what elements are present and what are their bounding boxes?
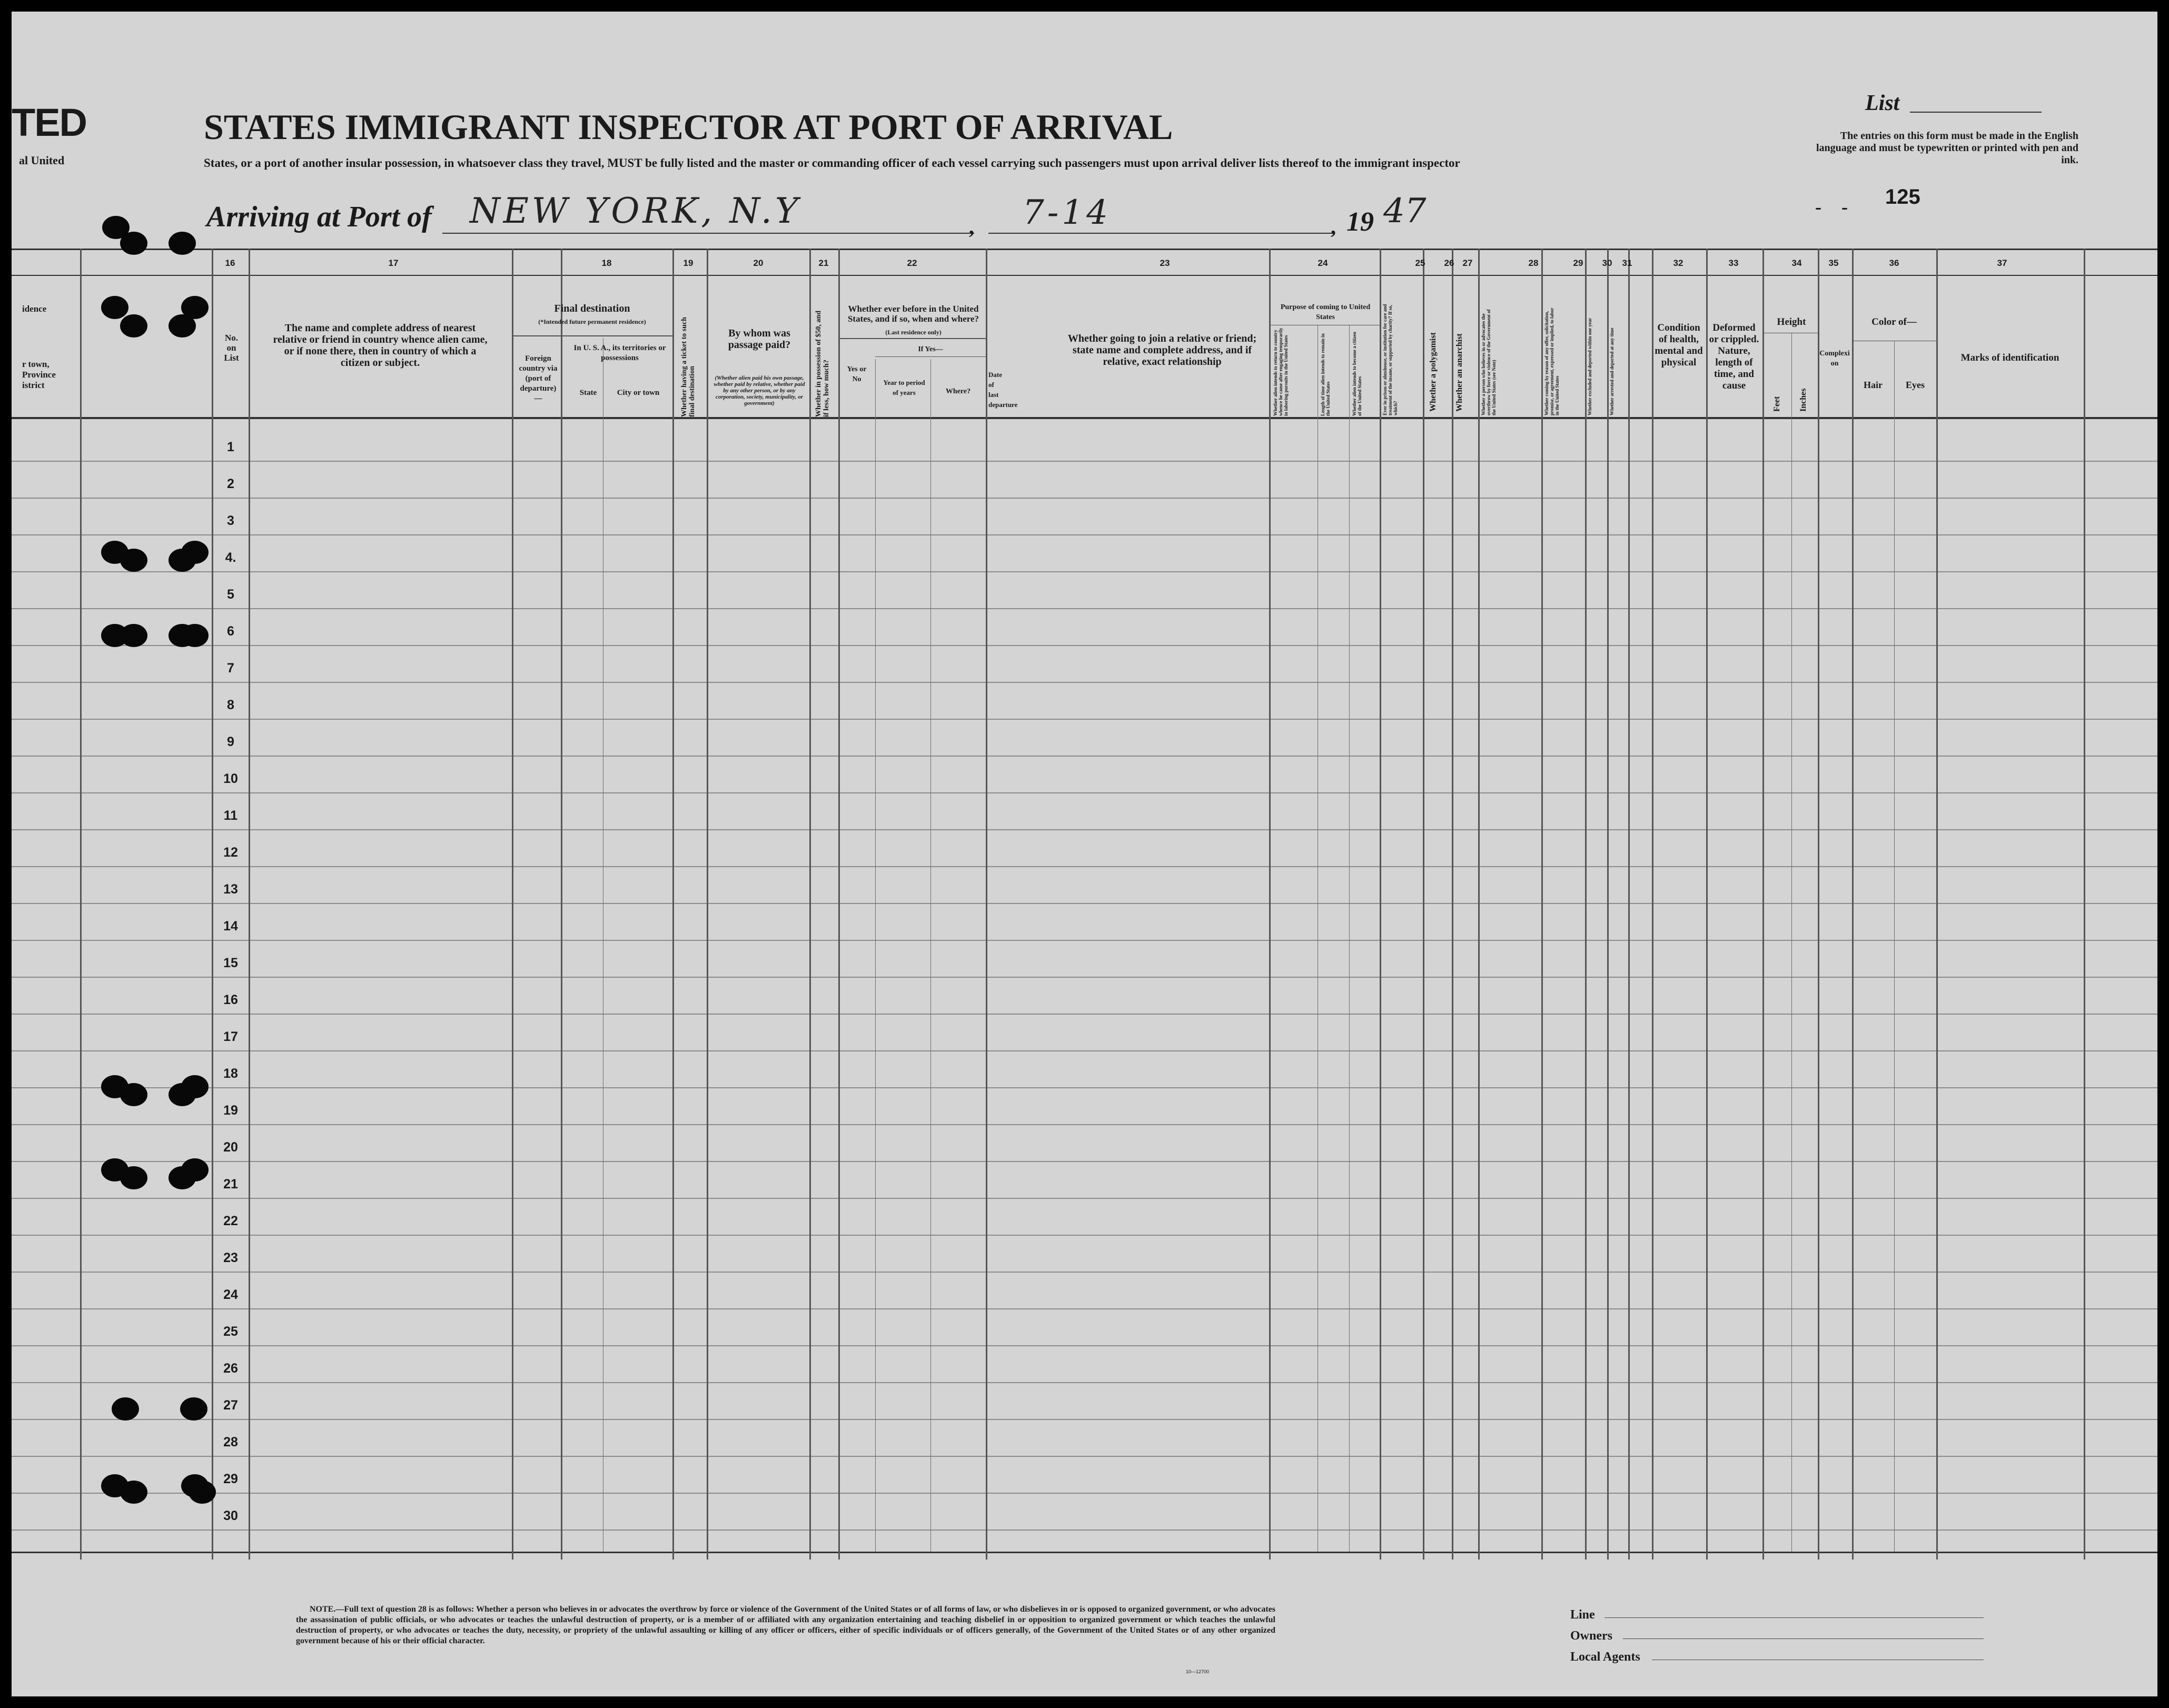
header-number-rule bbox=[12, 275, 2157, 276]
row-rule bbox=[12, 1345, 2157, 1346]
colnum-19: 19 bbox=[683, 258, 694, 268]
col16-header: No. on List bbox=[224, 333, 239, 363]
col-sep bbox=[986, 249, 987, 1560]
col-sep bbox=[1607, 249, 1609, 1560]
row-rule bbox=[12, 534, 2157, 535]
col-sep bbox=[512, 249, 513, 1560]
col-sep-thin bbox=[1349, 325, 1350, 1552]
col-sep bbox=[561, 249, 562, 1560]
col-sep bbox=[707, 249, 708, 1560]
row-number: 25 bbox=[223, 1324, 238, 1339]
row-number: 29 bbox=[223, 1472, 238, 1486]
list-underline bbox=[1910, 112, 2042, 113]
title-fragment-left: TED bbox=[12, 101, 86, 144]
row-rule bbox=[12, 571, 2157, 572]
margin-district: istrict bbox=[22, 380, 45, 390]
punch-hole bbox=[181, 624, 209, 647]
col20-note: (Whether alien paid his own passage, whether paid by relative, whether paid by any other person, or by any corporation, society, municipality, or government) bbox=[714, 375, 805, 406]
row-number: 9 bbox=[227, 734, 234, 749]
row-rule bbox=[12, 608, 2157, 609]
list-label: List bbox=[1865, 91, 1900, 115]
col22-subrule bbox=[838, 338, 986, 339]
colnum-29: 29 bbox=[1573, 258, 1583, 268]
col34-title: Height bbox=[1777, 316, 1806, 327]
col-sep-thin bbox=[1791, 333, 1792, 1552]
colnum-22: 22 bbox=[907, 258, 917, 268]
margin-residence: idence bbox=[22, 304, 47, 314]
col-sep-thin bbox=[930, 359, 931, 1552]
col22-where: Where? bbox=[945, 388, 971, 395]
row-number: 22 bbox=[223, 1214, 238, 1228]
row-number: 2 bbox=[227, 476, 234, 491]
row-rule bbox=[12, 1308, 2157, 1309]
punch-hole bbox=[169, 232, 196, 255]
margin-town: r town, bbox=[22, 359, 49, 369]
colnum-34: 34 bbox=[1791, 258, 1802, 268]
row-rule bbox=[12, 866, 2157, 867]
punch-hole bbox=[120, 1083, 147, 1106]
row-number: 1 bbox=[227, 440, 234, 454]
row-number: 24 bbox=[223, 1287, 238, 1302]
punch-hole bbox=[180, 1397, 207, 1421]
punch-hole bbox=[120, 1481, 147, 1504]
row-number: 7 bbox=[227, 661, 234, 676]
col27-header: Whether an anarchist bbox=[1455, 333, 1464, 412]
col22-year: Year to period of years bbox=[883, 379, 925, 396]
arriving-label: Arriving at Port of bbox=[206, 201, 432, 233]
punch-hole bbox=[169, 314, 196, 337]
colnum-23: 23 bbox=[1160, 258, 1170, 268]
page-subtitle: States, or a port of another insular possession, in whatsoever class they travel, MUST be fully listed and the master or commanding officer of each vessel carrying such passengers must upon arrival deliver lists thereof to the immigrant inspector bbox=[204, 156, 1460, 170]
row-rule bbox=[12, 1087, 2157, 1088]
row-number: 26 bbox=[223, 1361, 238, 1376]
col24-a: Whether alien intends to return to country whence he came after engaging temporarily in laboring pursuits in the United States bbox=[1273, 327, 1289, 416]
col-sep bbox=[1452, 249, 1453, 1560]
col18-note: (*Intended future permanent residence) bbox=[538, 318, 646, 325]
line-label: Line bbox=[1570, 1608, 1595, 1622]
colnum-20: 20 bbox=[753, 258, 764, 268]
col21-header: Whether in possession of $50, and if less, how much? bbox=[815, 310, 830, 417]
row-number: 19 bbox=[223, 1103, 238, 1118]
col22-ifyes: If Yes— bbox=[918, 345, 943, 353]
row-rule bbox=[12, 1235, 2157, 1236]
line-underline bbox=[1605, 1617, 1984, 1618]
row-rule bbox=[12, 1198, 2157, 1199]
row-rule bbox=[12, 1493, 2157, 1494]
col31-header: Whether arrested and deported at any time bbox=[1609, 327, 1615, 415]
row-number: 10 bbox=[223, 771, 238, 786]
colnum-21: 21 bbox=[818, 258, 829, 268]
col17-header: The name and complete address of nearest relative or friend in country whence alien came, or if none there, then in country of which a citizen or subject. bbox=[273, 322, 488, 369]
agents-label: Local Agents bbox=[1570, 1650, 1640, 1664]
col22-note: (Last residence only) bbox=[885, 329, 942, 336]
col-sep bbox=[1936, 249, 1938, 1560]
row-number: 14 bbox=[223, 919, 238, 934]
col32-header: Condition of health, mental and physical bbox=[1655, 322, 1703, 368]
port-handwritten: NEW YORK, N.Y bbox=[470, 191, 801, 231]
page-title: STATES IMMIGRANT INSPECTOR AT PORT OF ARRIVAL bbox=[204, 107, 1173, 147]
row-number: 18 bbox=[223, 1066, 238, 1081]
col18-city: City or town bbox=[617, 389, 660, 397]
col-sep bbox=[1652, 249, 1653, 1560]
header-bottom-rule bbox=[12, 417, 2157, 419]
row-number: 30 bbox=[223, 1508, 238, 1523]
punch-hole bbox=[181, 1075, 209, 1098]
col28-header: Whether a person who believes in or advocates the overthrow by force or violence of the Government of the United States (see Note) bbox=[1481, 309, 1497, 415]
col24-c: Whether alien intends to become a citizen of the United States bbox=[1352, 332, 1362, 416]
col24-title: Purpose of coming to United States bbox=[1280, 303, 1371, 321]
punch-hole bbox=[101, 296, 128, 319]
col-sep bbox=[2084, 249, 2085, 1560]
punch-hole bbox=[189, 1481, 216, 1504]
row-rule bbox=[12, 498, 2157, 499]
col-sep bbox=[1269, 249, 1271, 1560]
col36-eyes: Eyes bbox=[1906, 380, 1925, 390]
col24-b: Length of time alien intends to remain in the United States bbox=[1320, 333, 1331, 416]
col-sep-thin bbox=[1894, 341, 1895, 1552]
colnum-16: 16 bbox=[225, 258, 235, 268]
year-printed: 19 bbox=[1346, 207, 1374, 237]
row-number: 3 bbox=[227, 513, 234, 528]
row-rule bbox=[12, 792, 2157, 793]
col-sep bbox=[1423, 249, 1424, 1560]
row-number: 13 bbox=[223, 882, 238, 897]
col-sep bbox=[672, 249, 674, 1560]
row-rule bbox=[12, 1272, 2157, 1273]
punch-hole bbox=[120, 1166, 147, 1189]
col-sep bbox=[1818, 249, 1819, 1560]
colnum-18: 18 bbox=[601, 258, 612, 268]
row-number: 16 bbox=[223, 992, 238, 1007]
col37-header: Marks of identification bbox=[1960, 352, 2059, 363]
row-number: 4. bbox=[225, 550, 236, 565]
row-number: 15 bbox=[223, 956, 238, 970]
date-underline bbox=[988, 233, 1333, 234]
list-dash-2: - bbox=[1841, 196, 1848, 217]
row-number: 11 bbox=[223, 808, 238, 823]
col22-yesno: Yes or No bbox=[847, 365, 867, 383]
date-handwritten: 7-14 bbox=[1023, 193, 1111, 232]
port-underline bbox=[442, 233, 974, 234]
colnum-25: 25 bbox=[1415, 258, 1425, 268]
col-sep bbox=[1585, 249, 1587, 1560]
col-sep bbox=[212, 249, 213, 1560]
row-rule bbox=[12, 940, 2157, 941]
col-sep bbox=[838, 249, 840, 1560]
owners-label: Owners bbox=[1570, 1629, 1612, 1643]
row-rule bbox=[12, 977, 2157, 978]
colnum-30: 30 bbox=[1602, 258, 1612, 268]
table-top-rule bbox=[12, 249, 2157, 250]
manifest-sheet: TED al United STATES IMMIGRANT INSPECTOR AT PORT OF ARRIVAL States, or a port of another insular possession, in whatsoever class they travel, MUST be fully listed and the master or commanding officer of each vessel carrying such passengers must upon arrival deliver lists thereof to the immigrant inspector Arriving at Port of NEW YORK, N.Y , 7-14 , 19 47 List The entries on this form must be made in the English language and must be typewritten or printed with pen and ink. - - 125 idence r town, Province istrict 16 17 18 19 20 21 22 23 24 25 26 27 28 29 30 31 32 33 34 35 36 37 No. on List The name and complete address of nearest relative or friend in country whence alien came, or if none there, then in country of which a citizen or subject. Final destination (*Intended future permanent residence) Foreign country via (port of departure)— In U. S. A., its territories or possessions State City or town Whether having a ticket to such final destination By whom was passage paid? (Whether alien paid his own passage, whether paid by relative, whether paid by any other person, or by any corporation, society, municipality, or government) Whether in possession of $50, and if less, how much? Whether ever before in the United States, and if so, when and where? (Last residence only) If Yes— Yes or No Year to period of years Where? Date of last departure Whether going to join a relative or friend; state name and complete address, and if relative, exact relationship Purpose of coming to United States Whether alien intends to return to country whence he came after engaging temporarily in laboring pursuits in the United States Length of time alien intends to remain in the United States Whether alien intends to become a citizen of the United States Ever in prison or almshouse, or institution for care and treatment of the insane, or supported by charity? If so, which? Whether a polygamist Whether an anarchist Whether a person who believes in or advocates the overthrow by force or violence of the Government of the United States (see Note) Whether coming by reason of any offer, solicitation, promise, or agreement, expressed or implied, to labor in the United States Whether excluded and deported within one year Whether arrested and deported at any time Condition of health, mental and physical Deformed or crippled. Nature, length of time, and cause Height Feet Inches Complexion Color of— Hair Eyes Marks of identification 1 2 3 4. 5 6 7 8 9 10 11 12 13 14 15 16 17 18 19 20 21 22 23 24 25 26 27 28 29 30 NOTE.—Full text of question 28 is as follows: Whether a person who believes in or advocates the overthrow by force or violence of the Government of the United States or of all forms of law, or who disbelieves in or is opposed to organized government, or who advocates the assassination of public officials, or who advocates or teaches the unlawful destruction of property, or is a member of or affiliated with any organization entertaining and teaching disbelief in or opposition to organized government or which teaches the unlawful destruction of property, or who advocates or teaches the duty, necessity, or propriety of the unlawful assaulting or killing of any officer or officers, either of specific individuals or of officers generally, of the Government of the United States or of any other organized government because of his or their official character. 10—12700 Line Owners Local Agents bbox=[12, 12, 2157, 1696]
colnum-35: 35 bbox=[1828, 258, 1839, 268]
colnum-28: 28 bbox=[1528, 258, 1539, 268]
col-sep-thin bbox=[875, 359, 876, 1552]
row-rule bbox=[12, 461, 2157, 462]
row-rule bbox=[12, 1014, 2157, 1015]
col25-header: Ever in prison or almshouse, or institution for care and treatment of the insane, or supported by charity? If so, which? bbox=[1382, 304, 1398, 415]
col26-header: Whether a polygamist bbox=[1429, 332, 1438, 412]
col18-usa: In U. S. A., its territories or possessions bbox=[573, 344, 666, 362]
colnum-27: 27 bbox=[1462, 258, 1473, 268]
row-rule bbox=[12, 1124, 2157, 1125]
subtitle-fragment-left: al United bbox=[19, 154, 65, 167]
table-bottom-rule bbox=[12, 1552, 2157, 1553]
comma-1: , bbox=[969, 215, 974, 239]
footer-note: NOTE.—Full text of question 28 is as follows: Whether a person who believes in or advocates the overthrow by force or violence of the Government of the United States or of all forms of law, or who disbelieves in or is opposed to organized government, or who advocates the assassination of public officials, or who advocates or teaches the unlawful destruction of property, or is a member of or affiliated with any organization entertaining and teaching disbelief in or opposition to organized government or which teaches the unlawful destruction of property, or who advocates or teaches the duty, necessity, or propriety of the unlawful assaulting or killing of any officer or officers, either of specific individuals or of officers generally, of the Government of the United States or of any other organized government because of his or their official character. bbox=[296, 1605, 1275, 1645]
col22-title: Whether ever before in the United States, and if so, when and where? bbox=[847, 304, 979, 324]
col18-foreign: Foreign country via (port of departure)— bbox=[519, 354, 558, 403]
row-rule bbox=[12, 1419, 2157, 1420]
col18-subrule bbox=[512, 335, 672, 336]
col22-subrule-2 bbox=[875, 356, 986, 357]
col18-title: Final destination bbox=[554, 303, 630, 314]
col-sep bbox=[809, 249, 811, 1560]
list-number: 125 bbox=[1885, 185, 1920, 208]
row-rule bbox=[12, 719, 2157, 720]
colnum-31: 31 bbox=[1622, 258, 1632, 268]
col23-header: Whether going to join a relative or friend; state name and complete address, and if relative, exact relationship bbox=[1067, 333, 1257, 368]
col36-hair: Hair bbox=[1864, 380, 1883, 390]
row-number: 6 bbox=[227, 624, 234, 639]
row-number: 27 bbox=[223, 1398, 238, 1413]
comma-2: , bbox=[1331, 215, 1336, 239]
year-handwritten: 47 bbox=[1383, 192, 1427, 231]
instructions: The entries on this form must be made in the English language and must be typewritten or printed with pen and ink. bbox=[1816, 130, 2078, 166]
row-number: 5 bbox=[227, 587, 234, 602]
row-number: 20 bbox=[223, 1140, 238, 1155]
row-rule bbox=[12, 1382, 2157, 1383]
col-sep bbox=[1478, 249, 1480, 1560]
col-sep bbox=[1706, 249, 1708, 1560]
col36-title: Color of— bbox=[1871, 316, 1917, 327]
col-sep bbox=[1380, 249, 1381, 1560]
colnum-36: 36 bbox=[1889, 258, 1899, 268]
col29-header: Whether coming by reason of any offer, solicitation, promise, or agreement, expressed or implied, to labor in the United States bbox=[1544, 307, 1560, 415]
row-rule bbox=[12, 682, 2157, 683]
punch-hole bbox=[120, 549, 147, 572]
punch-hole bbox=[181, 541, 209, 564]
row-rule bbox=[12, 645, 2157, 646]
col35-header: Complexion bbox=[1819, 350, 1850, 368]
col-sep bbox=[1852, 249, 1854, 1560]
row-rule bbox=[12, 1530, 2157, 1531]
col-sep bbox=[1762, 249, 1764, 1560]
col33-header: Deformed or crippled. Nature, length of time, and cause bbox=[1709, 322, 1759, 391]
row-number: 21 bbox=[223, 1177, 238, 1191]
margin-province: Province bbox=[22, 370, 56, 380]
colnum-33: 33 bbox=[1728, 258, 1739, 268]
colnum-32: 32 bbox=[1673, 258, 1683, 268]
punch-hole bbox=[120, 232, 147, 255]
punch-hole bbox=[112, 1397, 139, 1421]
col-sep bbox=[80, 249, 82, 1560]
col-sep bbox=[1541, 249, 1543, 1560]
col34-feet: Feet bbox=[1772, 396, 1781, 412]
row-rule bbox=[12, 829, 2157, 830]
row-rule bbox=[12, 903, 2157, 904]
colnum-24: 24 bbox=[1318, 258, 1328, 268]
col20-header: By whom was passage paid? bbox=[728, 327, 791, 351]
form-code: 10—12700 bbox=[1186, 1669, 1210, 1674]
col-sep bbox=[249, 249, 250, 1560]
row-number: 23 bbox=[223, 1250, 238, 1265]
row-rule bbox=[12, 756, 2157, 757]
punch-hole bbox=[120, 624, 147, 647]
col-sep bbox=[1628, 249, 1630, 1560]
punch-hole bbox=[181, 1158, 209, 1181]
colnum-17: 17 bbox=[388, 258, 399, 268]
col18-state: State bbox=[579, 389, 597, 397]
row-rule bbox=[12, 1161, 2157, 1162]
col34-inches: Inches bbox=[1799, 388, 1808, 412]
colnum-26: 26 bbox=[1444, 258, 1454, 268]
col30-header: Whether excluded and deported within one year bbox=[1587, 317, 1592, 415]
punch-hole bbox=[120, 314, 147, 337]
row-rule bbox=[12, 1456, 2157, 1457]
row-number: 12 bbox=[223, 845, 238, 860]
row-number: 8 bbox=[227, 698, 234, 712]
row-number: 17 bbox=[223, 1029, 238, 1044]
row-rule bbox=[12, 1050, 2157, 1051]
list-dash: - bbox=[1815, 196, 1821, 217]
colnum-37: 37 bbox=[1997, 258, 2007, 268]
row-number: 28 bbox=[223, 1435, 238, 1449]
col19-header: Whether having a ticket to such final destination bbox=[680, 317, 696, 417]
